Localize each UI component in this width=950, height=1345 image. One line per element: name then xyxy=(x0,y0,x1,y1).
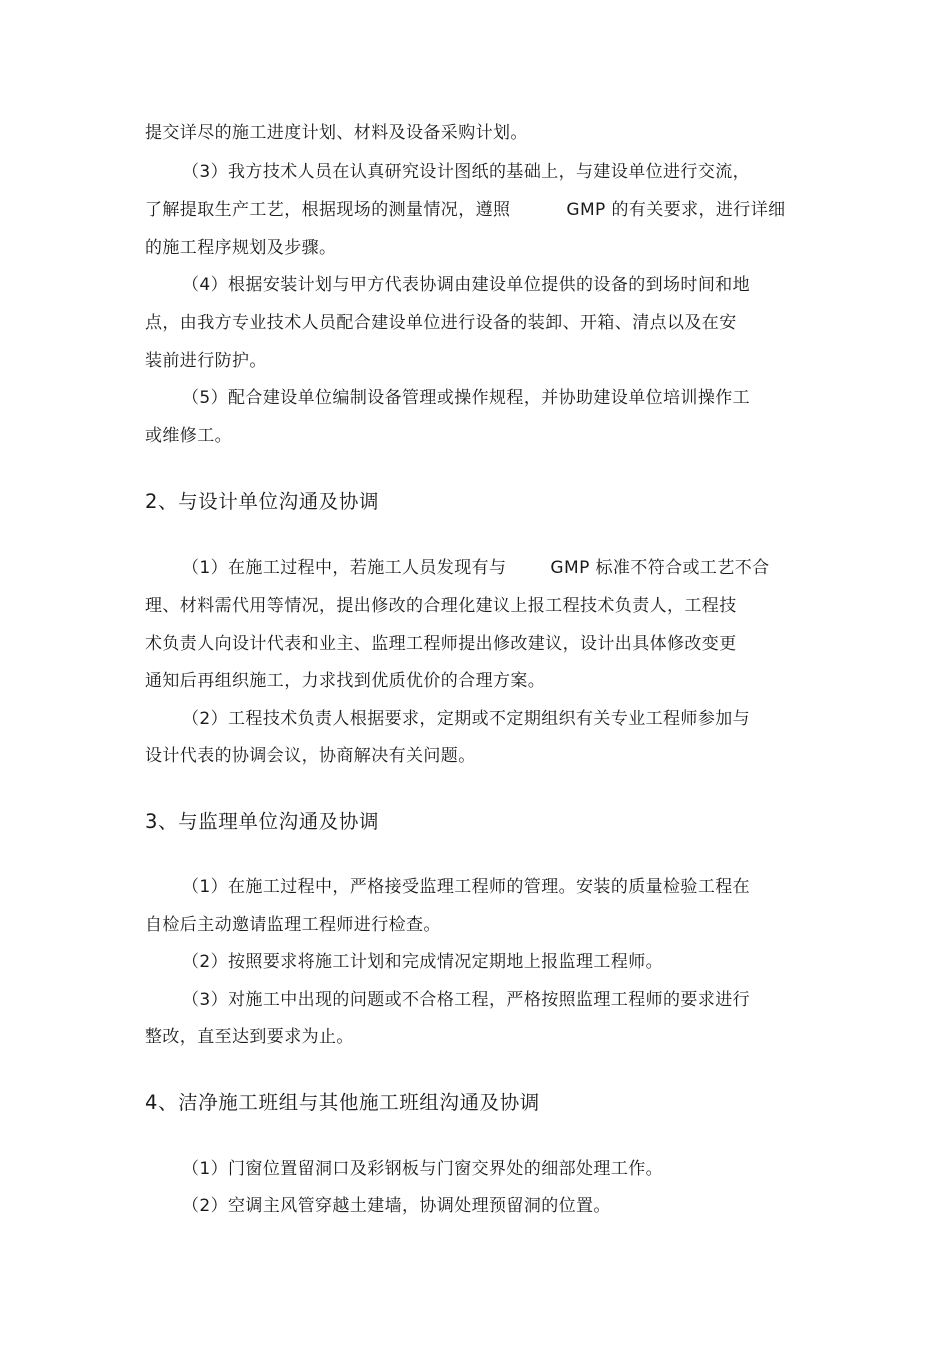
body-line: （2）按照要求将施工计划和完成情况定期地上报监理工程师。 xyxy=(182,952,664,972)
body-line: （1）在施工过程中，严格接受监理工程师的管理。安装的质量检验工程在 xyxy=(182,877,751,897)
body-line: 术负责人向设计代表和业主、监理工程师提出修改建议，设计出具体修改变更 xyxy=(145,634,737,654)
body-line: 设计代表的协调会议，协商解决有关问题。 xyxy=(145,746,476,766)
body-line: （2）空调主风管穿越土建墙，协调处理预留洞的位置。 xyxy=(182,1196,611,1216)
section-heading: 4、洁净施工班组与其他施工班组沟通及协调 xyxy=(145,1091,540,1114)
body-line: 提交详尽的施工进度计划、材料及设备采购计划。 xyxy=(145,123,528,143)
body-text: 了解提取生产工艺，根据现场的测量情况，遵照 xyxy=(145,200,511,220)
body-line: （5）配合建设单位编制设备管理或操作规程，并协助建设单位培训操作工 xyxy=(182,388,751,408)
body-text: GMP 标准不符合或工艺不合 xyxy=(550,558,770,578)
body-line: 理、材料需代用等情况，提出修改的合理化建议上报工程技术负责人，工程技 xyxy=(145,596,737,616)
body-line: （3）我方技术人员在认真研究设计图纸的基础上，与建设单位进行交流， xyxy=(182,162,751,182)
body-line: 装前进行防护。 xyxy=(145,351,267,371)
body-line: 或维修工。 xyxy=(145,426,232,446)
body-line: （1）门窗位置留洞口及彩钢板与门窗交界处的细部处理工作。 xyxy=(182,1159,664,1179)
body-line: 通知后再组织施工，力求找到优质优价的合理方案。 xyxy=(145,671,546,691)
section-heading: 2、与设计单位沟通及协调 xyxy=(145,490,380,513)
body-line xyxy=(145,198,786,222)
body-line: 整改，直至达到要求为止。 xyxy=(145,1027,354,1047)
body-text: GMP 的有关要求，进行详细 xyxy=(566,200,786,220)
body-text: （1）在施工过程中，若施工人员发现有与 xyxy=(182,558,507,578)
body-line: （2）工程技术负责人根据要求，定期或不定期组织有关专业工程师参加与 xyxy=(182,709,751,729)
body-line: 点，由我方专业技术人员配合建设单位进行设备的装卸、开箱、清点以及在安 xyxy=(145,313,737,333)
body-line: 自检后主动邀请监理工程师进行检查。 xyxy=(145,915,441,935)
body-line xyxy=(182,556,770,580)
section-heading: 3、与监理单位沟通及协调 xyxy=(145,810,380,833)
body-line: 的施工程序规划及步骤。 xyxy=(145,238,337,258)
body-line: （3）对施工中出现的问题或不合格工程，严格按照监理工程师的要求进行 xyxy=(182,990,751,1010)
body-line: （4）根据安装计划与甲方代表协调由建设单位提供的设备的到场时间和地 xyxy=(182,275,751,295)
